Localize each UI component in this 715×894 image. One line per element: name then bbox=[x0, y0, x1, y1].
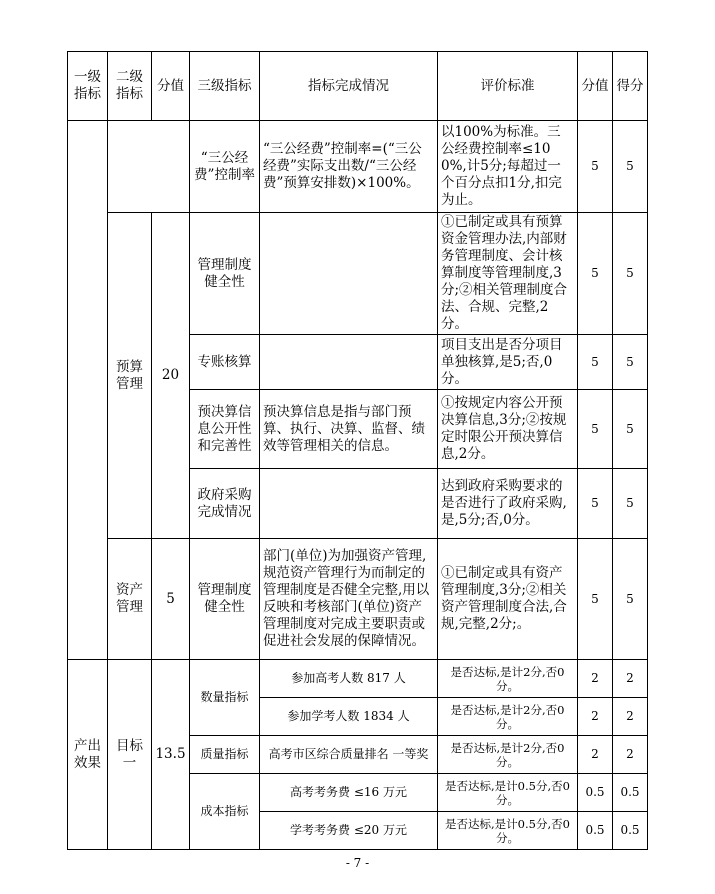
page-number: - 7 - bbox=[345, 856, 370, 870]
level3-cell: 政府采购完成情况 bbox=[190, 469, 260, 539]
table-row bbox=[68, 660, 648, 698]
header-cell: 评价标准 bbox=[438, 52, 578, 121]
earned-cell: 5 bbox=[613, 539, 648, 660]
criteria-cell: 是否达标,是计2分,否0分。 bbox=[438, 698, 578, 736]
criteria-cell: ①已制定或具有资产管理制度,3分;②相关资产管理制度合法,合规,完整,2分;。 bbox=[438, 539, 578, 660]
level3-cell: 质量指标 bbox=[190, 736, 260, 774]
level2-cell: 目标一 bbox=[108, 660, 152, 850]
header-cell: 分值 bbox=[578, 52, 613, 121]
earned-cell: 2 bbox=[613, 660, 648, 698]
completion-cell: 预决算信息是指与部门预算、执行、决算、监督、绩效等管理相关的信息。 bbox=[260, 390, 438, 469]
score-cell: 5 bbox=[578, 335, 613, 390]
score-cell: 5 bbox=[578, 213, 613, 335]
criteria-cell: ①已制定或具有预算资金管理办法,内部财务管理制度、会计核算制度等管理制度,3分;②相关管理制度合法、合规、完整,2分。 bbox=[438, 213, 578, 335]
earned-cell: 0.5 bbox=[613, 774, 648, 812]
level2-cell: 资产管理 bbox=[108, 539, 152, 660]
completion-cell bbox=[260, 335, 438, 390]
criteria-cell: 是否达标,是计0.5分,否0分。 bbox=[438, 812, 578, 850]
level3-cell: 成本指标 bbox=[190, 774, 260, 850]
earned-cell: 5 bbox=[613, 390, 648, 469]
table-row bbox=[68, 539, 648, 660]
table-row bbox=[68, 213, 648, 335]
score-cell: 5 bbox=[578, 469, 613, 539]
score-cell: 5 bbox=[578, 539, 613, 660]
score-cell: 2 bbox=[578, 736, 613, 774]
completion-cell: 部门(单位)为加强资产管理,规范资产管理行为而制定的管理制度是否健全完整,用以反映和考核部门(单位)资产管理制度对完成主要职责或促进社会发展的保障情况。 bbox=[260, 539, 438, 660]
level3-cell: 专账核算 bbox=[190, 335, 260, 390]
completion-cell bbox=[260, 213, 438, 335]
score-cell: 0.5 bbox=[578, 812, 613, 850]
header-row bbox=[68, 52, 648, 121]
earned-cell: 0.5 bbox=[613, 812, 648, 850]
earned-cell: 5 bbox=[613, 335, 648, 390]
level1-cell: 产出效果 bbox=[68, 660, 108, 850]
empty-cell bbox=[108, 121, 190, 213]
completion-cell: 参加高考人数 817 人 bbox=[260, 660, 438, 698]
performance-table bbox=[67, 51, 648, 850]
level2-cell: 预算管理 bbox=[108, 213, 152, 539]
header-cell: 得分 bbox=[613, 52, 648, 121]
header-cell: 二级指标 bbox=[108, 52, 152, 121]
earned-cell: 2 bbox=[613, 698, 648, 736]
header-cell: 一级指标 bbox=[68, 52, 108, 121]
earned-cell: 2 bbox=[613, 736, 648, 774]
table-row bbox=[68, 121, 648, 213]
level3-cell: 预决算信息公开性和完善性 bbox=[190, 390, 260, 469]
earned-cell: 5 bbox=[613, 469, 648, 539]
score-cell: 5 bbox=[578, 390, 613, 469]
level3-cell: 管理制度健全性 bbox=[190, 539, 260, 660]
criteria-cell: 以100%为标准。三公经费控制率≤100%,计5分;每超过一个百分点扣1分,扣完为止。 bbox=[438, 121, 578, 213]
criteria-cell: 是否达标,是计0.5分,否0分。 bbox=[438, 774, 578, 812]
level1-cell bbox=[68, 121, 108, 660]
criteria-cell: 是否达标,是计2分,否0分。 bbox=[438, 736, 578, 774]
completion-cell: 参加学考人数 1834 人 bbox=[260, 698, 438, 736]
completion-cell bbox=[260, 469, 438, 539]
completion-cell: 高考市区综合质量排名 一等奖 bbox=[260, 736, 438, 774]
level3-cell: “三公经费”控制率 bbox=[190, 121, 260, 213]
score-cell: 0.5 bbox=[578, 774, 613, 812]
earned-cell: 5 bbox=[613, 121, 648, 213]
header-cell: 指标完成情况 bbox=[260, 52, 438, 121]
group-score-cell: 20 bbox=[152, 213, 190, 539]
level3-cell: 管理制度健全性 bbox=[190, 213, 260, 335]
header-cell: 分值 bbox=[152, 52, 190, 121]
criteria-cell: 是否达标,是计2分,否0分。 bbox=[438, 660, 578, 698]
header-cell: 三级指标 bbox=[190, 52, 260, 121]
score-cell: 2 bbox=[578, 698, 613, 736]
criteria-cell: 项目支出是否分项目单独核算,是5;否,0分。 bbox=[438, 335, 578, 390]
group-score-cell: 5 bbox=[152, 539, 190, 660]
group-score-cell: 13.5 bbox=[152, 660, 190, 850]
completion-cell: 高考考务费 ≤16 万元 bbox=[260, 774, 438, 812]
score-cell: 5 bbox=[578, 121, 613, 213]
level3-cell: 数量指标 bbox=[190, 660, 260, 736]
score-cell: 2 bbox=[578, 660, 613, 698]
criteria-cell: ①按规定内容公开预决算信息,3分;②按规定时限公开预决算信息,2分。 bbox=[438, 390, 578, 469]
criteria-cell: 达到政府采购要求的是否进行了政府采购,是,5分;否,0分。 bbox=[438, 469, 578, 539]
completion-cell: 学考考务费 ≤20 万元 bbox=[260, 812, 438, 850]
earned-cell: 5 bbox=[613, 213, 648, 335]
completion-cell: “三公经费”控制率=(“三公经费”实际支出数/“三公经费”预算安排数)×100%。 bbox=[260, 121, 438, 213]
